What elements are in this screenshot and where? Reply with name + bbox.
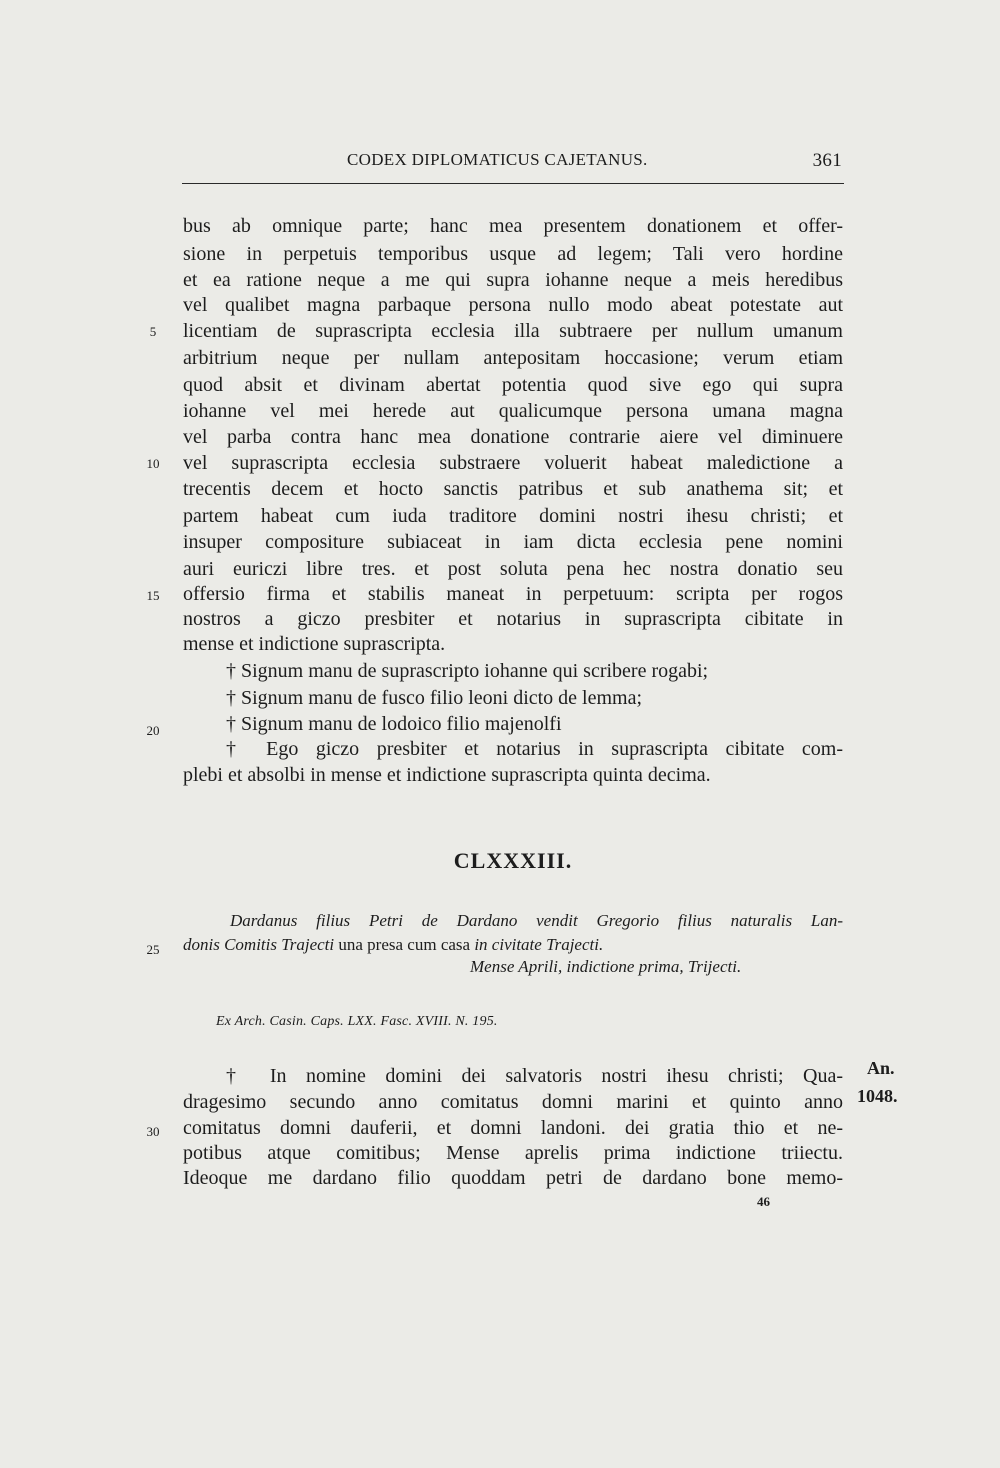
line-number: 30 xyxy=(146,1124,160,1139)
signature-line: † Signum manu de suprascripto iohanne qui scribere rogabi; xyxy=(226,660,709,682)
text-line: † In nomine domini dei salvatoris nostri ihesu christi; Qua- xyxy=(226,1065,843,1087)
text-line: comitatus domni dauferii, et domni landoni. dei gratia thio et ne- xyxy=(183,1117,843,1139)
body-line: licentiam de suprascripta ecclesia illa subtraere per nullum umanum xyxy=(183,320,843,342)
regest-fragment: una presa cum casa xyxy=(334,935,475,954)
body-line: nostros a giczo presbiter et notarius in suprascripta cibitate in xyxy=(183,608,843,630)
body-line: auri euriczi libre tres. et post soluta pena hec nostra donatio seu xyxy=(183,558,843,580)
text-line: Ideoque me dardano filio quoddam petri de dardano bone memo- xyxy=(183,1167,843,1189)
line-number: 20 xyxy=(146,723,160,738)
line-number: 10 xyxy=(146,456,160,471)
running-title: CODEX DIPLOMATICUS CAJETANUS. xyxy=(347,150,648,169)
signature-line: † Signum manu de fusco filio leoni dicto de lemma; xyxy=(226,687,643,709)
source-citation: Ex Arch. Casin. Caps. LXX. Fasc. XVIII. N. 195. xyxy=(216,1014,498,1029)
regest-fragment: in civitate Trajecti. xyxy=(474,935,604,954)
page-number: 361 xyxy=(812,150,842,171)
document-number: CLXXXIII. xyxy=(453,848,573,873)
margin-year: 1048. xyxy=(857,1086,898,1106)
body-line: iohanne vel mei herede aut qualicumque persona umana magna xyxy=(183,400,843,422)
line-number: 15 xyxy=(146,588,160,603)
body-line: sione in perpetuis temporibus usque ad legem; Tali vero hordine xyxy=(183,243,843,265)
body-line: et ea ratione neque a me qui supra iohanne neque a meis heredibus xyxy=(183,269,843,291)
header-rule xyxy=(182,183,844,184)
regest-line-1: Dardanus filius Petri de Dardano vendit Gregorio filius naturalis Lan- xyxy=(230,911,843,930)
margin-year-label: An. xyxy=(867,1058,895,1078)
body-line: vel parba contra hanc mea donatione contrarie aiere vel diminuere xyxy=(183,426,843,448)
body-line: insuper compositure subiaceat in iam dicta ecclesia pene nomini xyxy=(183,531,843,553)
regest-fragment: donis Comitis Trajecti xyxy=(183,935,335,954)
text-line: potibus atque comitibus; Mense aprelis prima indictione triiectu. xyxy=(183,1142,843,1164)
body-line: quod absit et divinam abertat potentia quod sive ego qui supra xyxy=(183,374,843,396)
body-line: offersio firma et stabilis maneat in perpetuum: scripta per rogos xyxy=(183,583,843,605)
line-number: 25 xyxy=(146,942,160,957)
signature-mark: 46 xyxy=(757,1194,770,1209)
signature-line: † Ego giczo presbiter et notarius in suprascripta cibitate com- xyxy=(226,738,843,760)
body-line: arbitrium neque per nullam antepositam hoccasione; verum etiam xyxy=(183,347,843,369)
body-line: mense et indictione suprascripta. xyxy=(183,633,446,655)
date-place-line: Mense Aprili, indictione prima, Trijecti. xyxy=(470,957,742,976)
body-line: vel suprascripta ecclesia substraere voluerit habeat maledictione a xyxy=(183,452,843,474)
closing-line: plebi et absolbi in mense et indictione suprascripta quinta decima. xyxy=(183,764,711,786)
regest-line-2 xyxy=(183,933,843,957)
body-line: bus ab omnique parte; hanc mea presentem donationem et offer- xyxy=(183,215,843,237)
running-header xyxy=(182,150,844,174)
body-line: partem habeat cum iuda traditore domini nostri ihesu christi; et xyxy=(183,505,843,527)
signature-line: † Signum manu de lodoico filio majenolfi xyxy=(226,713,562,735)
body-line: trecentis decem et hocto sanctis patribus et sub anathema sit; et xyxy=(183,478,843,500)
line-number: 5 xyxy=(149,324,157,339)
text-line: dragesimo secundo anno comitatus domni marini et quinto anno xyxy=(183,1091,843,1113)
body-line: vel qualibet magna parbaque persona nullo modo abeat potestate aut xyxy=(183,294,843,316)
